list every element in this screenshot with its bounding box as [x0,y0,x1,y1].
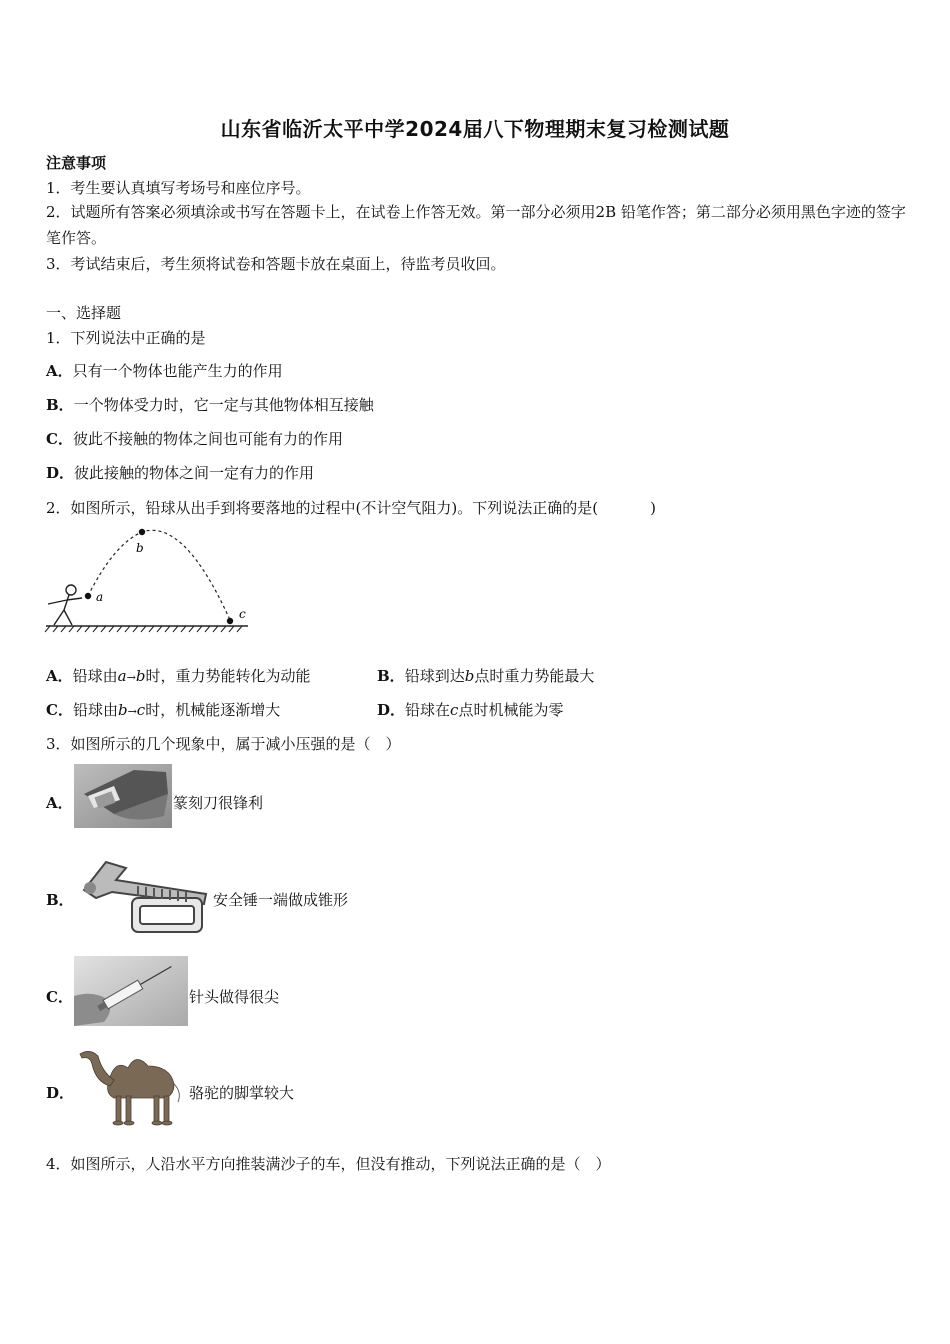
option-label: B． [46,891,74,909]
notice-heading: 注意事项 [46,154,107,172]
option-label: D． [377,701,406,719]
q3-option-c-text: 针头做得很尖 [189,988,280,1006]
page-title: 山东省临沂太平中学2024届八下物理期末复习检测试题 [220,117,730,141]
option-text: 铅球由 [72,667,118,685]
q3-option-d-text: 骆驼的脚掌较大 [189,1084,295,1102]
q1-option-c [46,428,343,449]
point-b-label: b [136,541,144,555]
q3-stem: 3．如图所示的几个现象中，属于减小压强的是（ ） [46,735,401,753]
option-label: C． [46,701,73,719]
option-text: 点时机械能为零 [458,701,564,719]
q2-option-c [46,699,280,720]
q2-stem-end: ) [650,499,656,517]
q2-option-a [46,665,310,686]
option-text: 彼此不接触的物体之间也可能有力的作用 [72,430,343,448]
point-c-marker [227,618,233,624]
shot-put-trajectory-figure [44,524,254,636]
q2-stem-text: 2．如图所示，铅球从出手到将要落地的过程中(不计空气阻力)。下列说法正确的是( [46,499,599,517]
option-label: A． [46,794,73,812]
notice-item-1: 1．考生要认真填写考场号和座位序号。 [46,179,311,197]
option-label: D． [46,464,75,482]
option-var: c [136,701,146,719]
option-var: a [117,667,127,685]
option-text: 时，机械能逐渐增大 [145,701,281,719]
option-text: 时，重力势能转化为动能 [145,667,311,685]
q1-stem: 1．下列说法中正确的是 [46,329,206,347]
option-label: B． [46,396,74,414]
q3-option-a-text: 篆刻刀很锋利 [173,794,264,812]
safety-hammer-image [76,852,212,936]
option-label: B． [377,667,405,685]
option-text: 只有一个物体也能产生力的作用 [72,362,283,380]
q2-option-d [377,699,563,720]
q1-option-b [46,394,374,415]
point-a-label: a [96,590,104,604]
arrow: → [127,705,137,718]
q4-stem: 4．如图所示，人沿水平方向推装满沙子的车，但没有推动，下列说法正确的是（ ） [46,1155,611,1173]
option-var: b [117,701,128,719]
option-text: 铅球在 [405,701,451,719]
point-c-label: c [239,607,246,621]
q2-option-b [377,665,594,686]
option-label: A． [46,362,73,380]
thrower-figure [48,585,82,625]
option-var: b [135,667,146,685]
point-a-marker [85,593,91,599]
q1-option-d [46,462,314,483]
q3-option-c-label [46,986,73,1007]
q3-option-b-label [46,889,74,910]
option-text: 彼此接触的物体之间一定有力的作用 [74,464,315,482]
section-heading: 一、选择题 [46,304,122,322]
option-text: 铅球到达 [404,667,465,685]
option-text: 铅球由 [72,701,118,719]
arrow: → [126,671,136,684]
option-var: c [450,701,459,719]
option-text: 一个物体受力时，它一定与其他物体相互接触 [73,396,374,414]
option-text: 点时重力势能最大 [474,667,595,685]
q3-option-b-text: 安全锤一端做成锥形 [213,891,349,909]
option-label: C． [46,988,73,1006]
q1-option-a [46,360,283,381]
option-label: A． [46,667,73,685]
option-label: D． [46,1084,75,1102]
point-b-marker [139,529,145,535]
q3-option-a-label [46,792,73,813]
q2-stem [46,497,656,518]
carving-knife-image [74,764,172,828]
camel-image [78,1044,188,1126]
notice-item-3: 3．考试结束后，考生须将试卷和答题卡放在桌面上，待监考员收回。 [46,255,506,273]
syringe-image [74,956,188,1026]
notice-item-2: 2．试题所有答案必须填涂或书写在答题卡上，在试卷上作答无效。第一部分必须用2B 铅笔作答；第二部分必须用黑色字迹的签字笔作答。 [46,203,906,247]
q3-option-d-label [46,1082,74,1103]
option-label: C． [46,430,73,448]
option-var: b [464,667,475,685]
